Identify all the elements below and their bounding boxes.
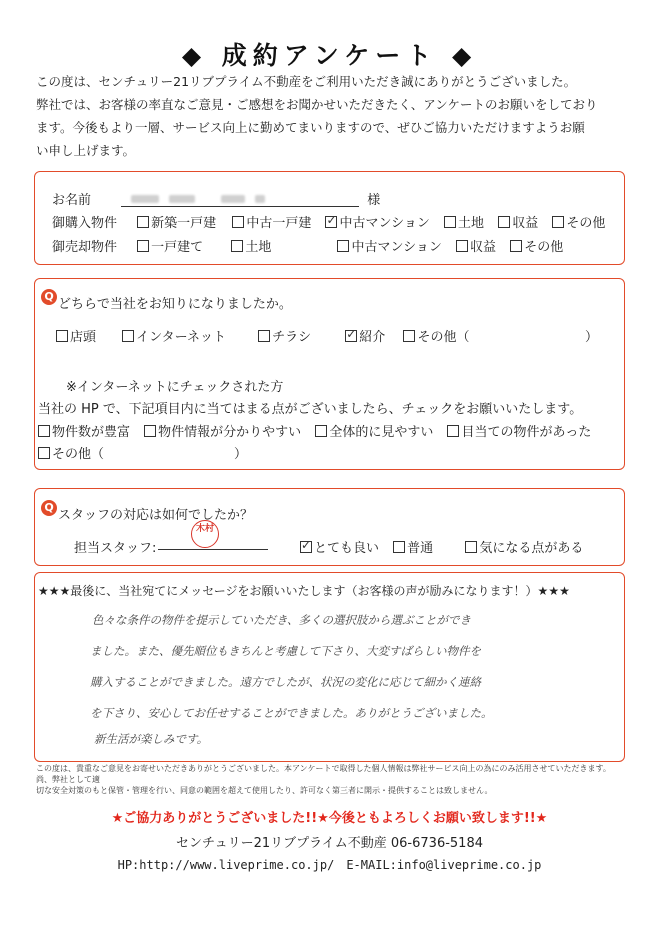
internet-other-row	[38, 443, 104, 462]
staff-field[interactable]	[158, 549, 268, 550]
intro-line: 弊社では、お客様の率直なご意見・ご感想をお聞かせいただきたく、アンケートのお願いをしており	[36, 97, 598, 112]
checkbox[interactable]	[38, 425, 50, 437]
internet-options-row	[38, 421, 591, 440]
purchase-row	[52, 212, 605, 231]
sale-option[interactable]: 一戸建て	[137, 240, 203, 255]
internet-note: ※インターネットにチェックされた方	[66, 380, 284, 395]
checkbox[interactable]	[447, 425, 459, 437]
checkbox[interactable]	[337, 240, 349, 252]
checkbox[interactable]	[456, 240, 468, 252]
purchase-option[interactable]: ✓ 中古マンション	[325, 216, 429, 231]
name-suffix: 様	[367, 193, 381, 208]
intro-line: ます。今後もより一層、サービス向上に勤めてまいりますので、ぜひご協力いただけますようお願	[36, 120, 585, 135]
checkbox[interactable]	[122, 330, 134, 342]
name-row	[52, 189, 380, 208]
name-label: お名前	[52, 193, 92, 208]
q1-option[interactable]: ✓ 紹介	[345, 330, 385, 345]
name-field[interactable]	[121, 192, 359, 207]
checkbox-checked[interactable]	[345, 330, 357, 342]
checkbox[interactable]	[258, 330, 270, 342]
contact-info: HP:http://www.liveprime.co.jp/ E-MAIL:info@liveprime.co.jp	[117, 858, 542, 872]
message-line: ました。また、優先順位もきちんと考慮して下さり、大変すばらしい物件を	[90, 644, 481, 658]
sale-label: 御売却物件	[52, 240, 118, 255]
q1-option[interactable]: その他（	[403, 330, 469, 345]
checkbox[interactable]	[144, 425, 156, 437]
internet-option[interactable]: 目当ての物件があった	[447, 425, 591, 440]
sale-option[interactable]: 中古マンション	[337, 240, 441, 255]
intro-text	[36, 70, 626, 162]
checkbox[interactable]	[38, 447, 50, 459]
checkbox-checked[interactable]	[325, 216, 337, 228]
checkbox[interactable]	[137, 216, 149, 228]
checkbox[interactable]	[552, 216, 564, 228]
sale-option[interactable]: その他	[510, 240, 563, 255]
question-icon: Q	[41, 500, 57, 516]
checkbox[interactable]	[465, 541, 477, 553]
question-icon: Q	[41, 289, 57, 305]
internet-option[interactable]: 物件数が豊富	[38, 425, 130, 440]
staff-stamp: 木村	[191, 520, 219, 548]
internet-option[interactable]: 物件情報が分かりやすい	[144, 425, 301, 440]
intro-line: い申し上げます。	[36, 143, 136, 158]
staff-label: 担当スタッフ:	[74, 541, 157, 556]
q1-question: どちらで当社をお知りになりましたか。	[58, 297, 292, 312]
q1-options-row	[56, 326, 469, 345]
checkbox[interactable]	[444, 216, 456, 228]
redacted-mark	[221, 195, 245, 203]
purchase-option[interactable]: 収益	[498, 216, 538, 231]
page-title: ◆ 成約アンケート ◆	[181, 41, 478, 70]
checkbox-checked[interactable]	[300, 541, 312, 553]
checkbox[interactable]	[393, 541, 405, 553]
checkbox[interactable]	[137, 240, 149, 252]
message-line: 色々な条件の物件を提示していただき、多くの選択肢から選ぶことができ	[92, 613, 472, 627]
internet-instruction: 当社の HP で、下記項目内に当てはまる点がございましたら、チェックをお願いいたします。	[38, 402, 583, 417]
purchase-option[interactable]: 新築一戸建	[137, 216, 216, 231]
company-info: センチュリー21リブプライム不動産 06-6736-5184	[176, 836, 483, 851]
q2-options-row	[300, 537, 583, 556]
redacted-mark	[131, 195, 159, 203]
q2-option[interactable]: ✓とても良い	[300, 541, 379, 556]
sale-option[interactable]: 収益	[456, 240, 496, 255]
purchase-option[interactable]: 中古一戸建	[232, 216, 311, 231]
message-line: を下さり、安心してお任せすることができました。ありがとうございました。	[90, 706, 493, 720]
privacy-line: この度は、貴重なご意見をお寄せいただきありがとうございました。本アンケートで取得した個人情報は弊社サービス向上の為にのみ活用させていただきます。尚、弊社として適	[36, 764, 611, 784]
checkbox[interactable]	[510, 240, 522, 252]
purchase-label: 御購入物件	[52, 216, 118, 231]
internet-option[interactable]: その他（	[38, 447, 104, 462]
internet-other-close: ）	[234, 447, 248, 462]
redacted-mark	[255, 195, 265, 203]
q2-question: スタッフの対応は如何でしたか？	[58, 508, 254, 523]
q2-option[interactable]: 普通	[393, 541, 433, 556]
internet-option[interactable]: 全体的に見やすい	[315, 425, 433, 440]
message-header: ★★★最後に、当社宛てにメッセージをお願いいたします（お客様の声が励みになります！）★★★	[38, 584, 570, 598]
purchase-option[interactable]: その他	[552, 216, 605, 231]
checkbox[interactable]	[498, 216, 510, 228]
message-line: 新生活が楽しみです。	[94, 732, 209, 746]
purchase-option[interactable]: 土地	[444, 216, 484, 231]
message-line: 購入することができました。遠方でしたが、状況の変化に応じて細かく連絡	[90, 675, 481, 689]
privacy-notice	[36, 763, 626, 796]
thanks-banner: ★ご協力ありがとうございました!!★今後ともよろしくお願い致します!!★	[111, 811, 548, 826]
privacy-line: 切な安全対策のもと保管・管理を行い、同意の範囲を超えて使用したり、許可なく第三者に開示・提供することは致しません。	[36, 786, 493, 795]
intro-line: この度は、センチュリー21リブプライム不動産をご利用いただき誠にありがとうございました。	[36, 74, 577, 89]
q1-option[interactable]: インターネット	[122, 330, 226, 345]
checkbox[interactable]	[315, 425, 327, 437]
q2-option[interactable]: 気になる点がある	[465, 541, 583, 556]
checkbox[interactable]	[56, 330, 68, 342]
q1-close-paren: ）	[585, 330, 599, 345]
sale-row	[52, 236, 563, 255]
checkbox[interactable]	[403, 330, 415, 342]
checkbox[interactable]	[232, 216, 244, 228]
q1-option[interactable]: チラシ	[258, 330, 311, 345]
redacted-mark	[169, 195, 195, 203]
q1-option[interactable]: 店頭	[56, 330, 96, 345]
sale-option[interactable]: 土地	[231, 240, 271, 255]
checkbox[interactable]	[231, 240, 243, 252]
